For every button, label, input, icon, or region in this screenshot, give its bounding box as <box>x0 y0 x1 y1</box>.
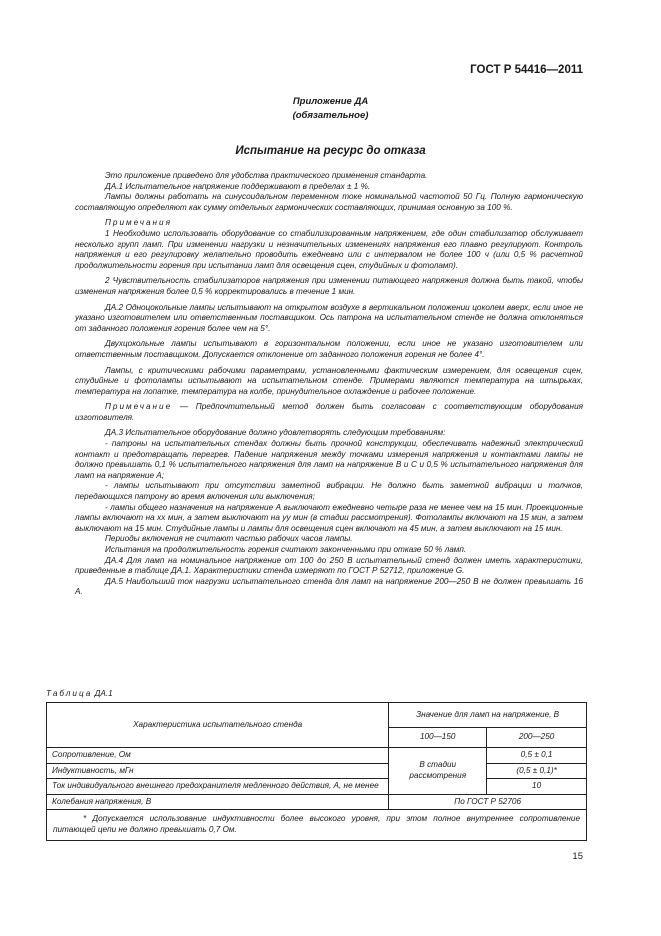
table-footnote: * Допускается использование индуктивности более высокого уровня, при этом полное внутреннее сопротивление питающей цепи не должно превышать 0,7 Ом. <box>47 810 587 840</box>
table-caption <box>46 689 113 698</box>
table-footnote-row <box>47 810 587 840</box>
table-cell: (0,5 ± 0,1)* <box>487 763 587 779</box>
document-number: ГОСТ Р 54416—2011 <box>470 64 583 76</box>
table-cell: 10 <box>487 779 587 795</box>
list-item: - лампы общего назначения на напряжение А выключают ежедневно четыре раза не менее чем на 15 мин. Проекционные лампы включают на хх мин, а затем выключают на уу мин (в стадии рассмотрения). Фотолампы включают на 15 мин, а затем выключают на 15 мин. Студийные лампы и лампы для освещения сцен включают на 45 мин, а затем выключают на 15 мин. <box>75 502 583 533</box>
body-text <box>75 171 583 598</box>
note-text: — Предпочтительный метод должен быть согласован с соответствующим оборудования изготовителя. <box>75 402 583 422</box>
table-cell: 0,5 ± 0,1 <box>487 748 587 764</box>
paragraph-da4: ДА.4 Для ламп на номинальное напряжение от 100 до 250 В испытательный стенд должен иметь характеристики, приведенные в таблице ДА.1. Характеристики стенда измеряют по ГОСТ Р 52712, приложение G. <box>75 555 583 576</box>
note-general <box>75 402 583 423</box>
table-cell: Индуктивность, мГн <box>47 763 389 779</box>
paragraph-da2: ДА.2 Одноцокольные лампы испытывают на открытом воздухе в вертикальном положении цоколем вверх, если иное не указано изготовителем или ответственным поставщиком. Ось патрона на испытательном стенде не должна отклоняться от заданного положения горения более чем на 5°. <box>75 302 583 333</box>
header-col-b: 200—250 <box>487 728 587 748</box>
table-cell: Ток индивидуального внешнего предохранителя медленного действия, А, не менее <box>47 779 389 795</box>
note-label: Примечание <box>105 402 173 412</box>
table-row <box>47 748 587 764</box>
notes-heading: Примечания <box>105 218 172 228</box>
table-caption-label: Таблица <box>46 689 93 698</box>
note-2: 2 Чувствительность стабилизаторов напряжения при изменении питающего напряжения должна быть такой, чтобы изменения напряжения более 0,5 % корректировались в течение 1 мин. <box>75 276 583 296</box>
paragraph: Лампы должны работать на синусоидальном переменном токе номинальной частотой 50 Гц. Полную гармоническую составляющую определяют как сумму отдельных гармонических составляющих, принимая основную за 100 %. <box>75 192 583 212</box>
paragraph: ДА.1 Испытательное напряжение поддерживают в пределах ± 1 %. <box>105 181 371 191</box>
appendix-heading <box>0 95 661 123</box>
paragraph-da5: ДА.5 Наибольший ток нагрузки испытательного стенда для ламп на напряжение 200—250 В не должен превышать 16 А. <box>75 576 583 597</box>
paragraph: Двухцокольные лампы испытывают в горизонтальном положении, если иное не указано изготовителем или ответственным поставщиком. Допускается отклонение от заданного положения горения не более 4°. <box>75 339 583 359</box>
table-caption-id: ДА.1 <box>92 689 113 698</box>
appendix-label: Приложение ДА <box>292 96 369 107</box>
table-cell: Колебания напряжения, В <box>47 794 389 810</box>
table-cell: По ГОСТ Р 52706 <box>389 794 587 810</box>
appendix-title: Испытание на ресурс до отказа <box>235 145 426 157</box>
table-row <box>47 763 587 779</box>
table-cell: Сопротивление, Ом <box>47 748 389 764</box>
appendix-status: (обязательное) <box>292 110 369 121</box>
paragraph-da3: ДА.3 Испытательное оборудование должно удовлетворять следующим требованиям: <box>105 428 446 438</box>
paragraph: Это приложение приведено для удобства практического применения стандарта. <box>105 171 428 180</box>
table-row <box>47 794 587 810</box>
header-col-a: 100—150 <box>389 728 487 748</box>
data-table <box>46 702 587 841</box>
list-item: - патроны на испытательных стендах должны быть прочной конструкции, обеспечивать надежный электрический контакт и предотвращать перегрев. Падение напряжения между точками измерения напряжения и контактами лампы не должно превышать 0,1 % испытательного напряжения для ламп на напряжение В и С и 0,5 % испытательного напряжения для ламп на напряжение А; <box>75 439 583 480</box>
table-row <box>47 779 587 795</box>
paragraph: Лампы, с критическими рабочими параметрами, установленными фактическим измерением, для освещения сцен, студийные и фотолампы испытывают на испытательном стенде. Примерами являются температура на штырьках, температура на лопатке, температура на колбе, принудительное охлаждение и рабочее положение. <box>75 365 583 396</box>
header-characteristic: Характеристика испытательного стенда <box>47 703 389 748</box>
list-item: - лампы испытывают при отсутствии заметной вибрации. Не должно быть заметной вибрации и толчков, передающихся патрону во время включения или выключения; <box>75 481 583 502</box>
merged-cell: В стадии рассмотрения <box>389 748 487 795</box>
page-number: 15 <box>572 851 583 862</box>
header-values: Значение для ламп на напряжение, В <box>389 703 587 728</box>
paragraph: Испытания на продолжительность горения считают законченными при отказе 50 % ламп. <box>105 545 467 554</box>
note-1: 1 Необходимо использовать оборудование со стабилизированным напряжением, где один стабилизатор обслуживает несколько групп ламп. При изменении нагрузки и незначительных изменениях напряжения его плавно регулируют. Контроль напряжения и его регулировку желательно проводить ежедневно или с интервалом не более 100 ч (или 0,5 % расчетной продолжительности горения при испытании ламп для освещения сцен, студийных и фотоламп). <box>75 228 583 270</box>
paragraph: Периоды включения не считают частью рабочих часов лампы. <box>105 534 353 544</box>
